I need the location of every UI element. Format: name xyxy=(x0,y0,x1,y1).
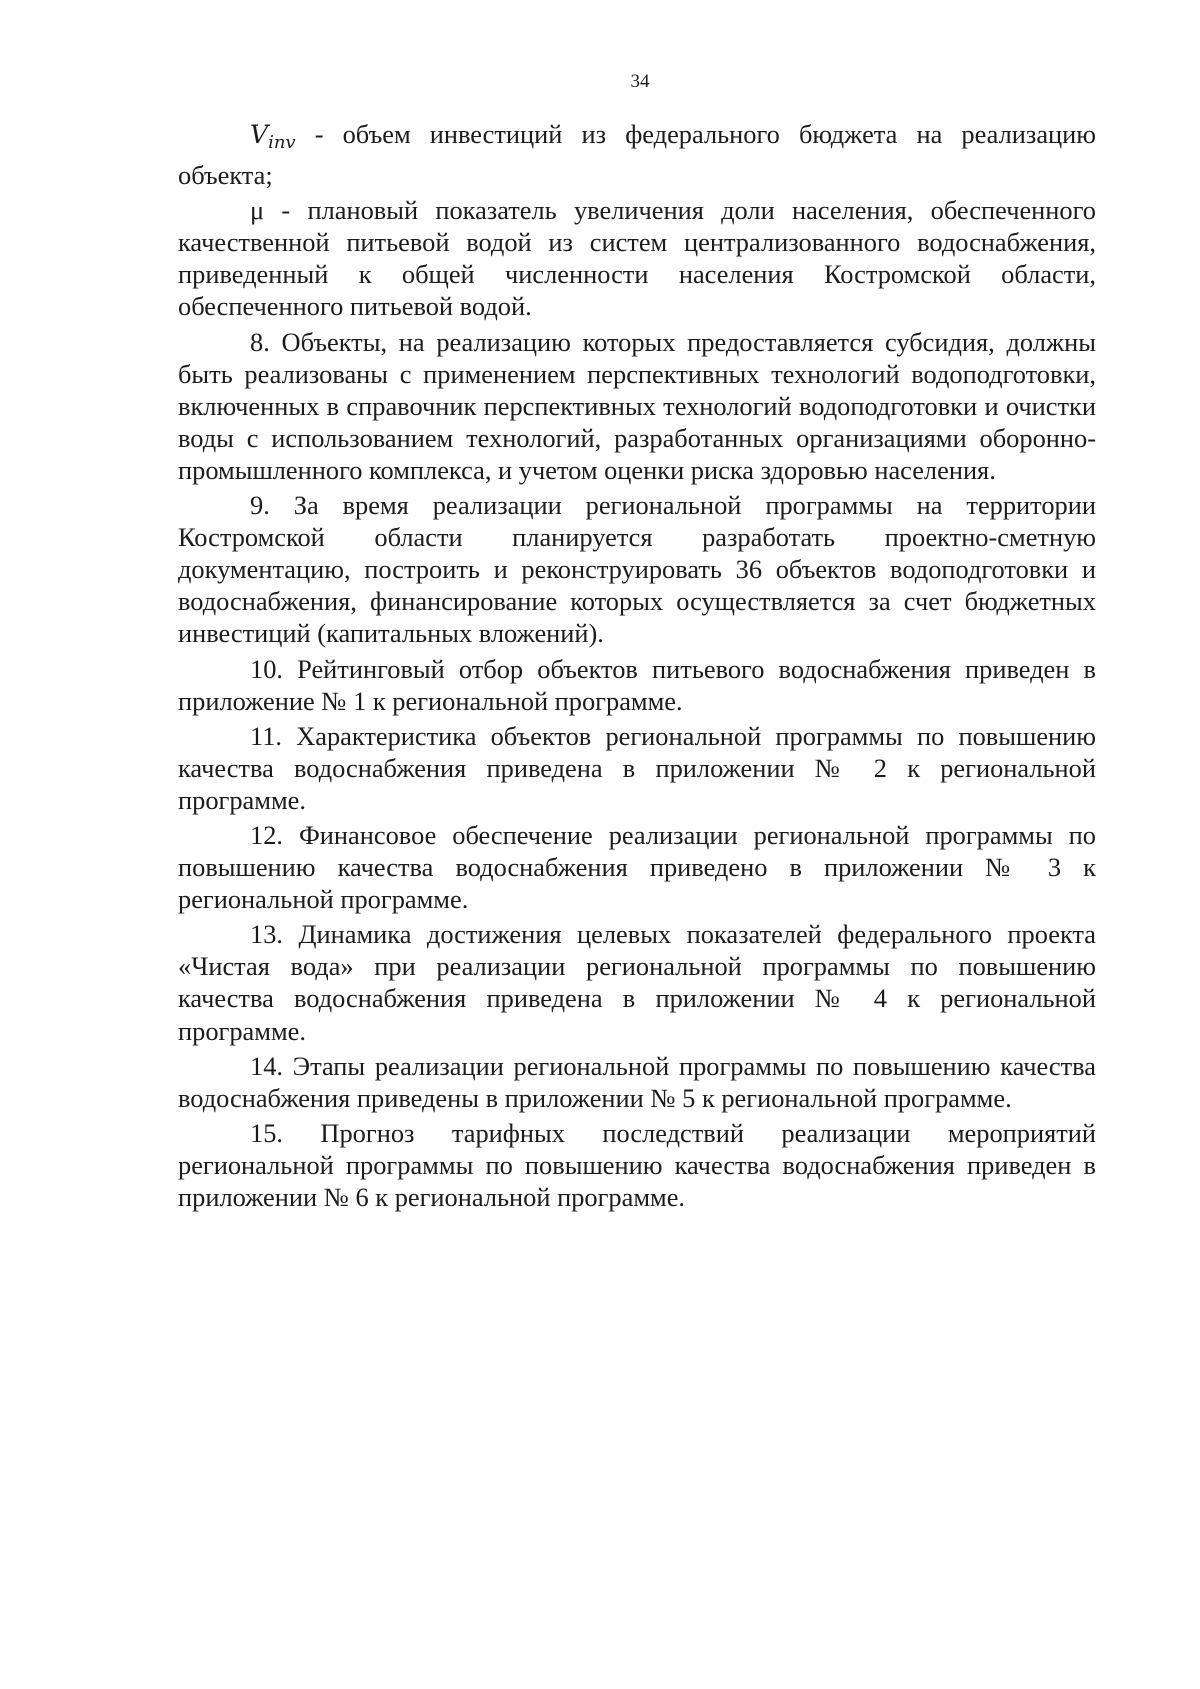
document-body xyxy=(178,118,1096,1213)
page-number: 34 xyxy=(630,71,650,92)
formula-variable-paragraph xyxy=(178,118,1096,191)
formula-variable-description: - объем инвестиций из федерального бюджета на реализацию объекта; xyxy=(178,119,1096,191)
formula-variable-subscript: inv xyxy=(268,132,296,153)
paragraph-item-10: 10. Рейтинговый отбор объектов питьевого водоснабжения приведен в приложение № 1 к региональной программе. xyxy=(178,653,1096,716)
paragraph-item-8: 8. Объекты, на реализацию которых предоставляется субсидия, должны быть реализованы с применением перспективных технологий водоподготовки, включенных в справочник перспективных технологий водоподготовки и очистки воды с использованием технологий, разработанных организациями оборонно-промышленного комплекса, и учетом оценки риска здоровью населения. xyxy=(178,326,1096,485)
formula-variable: V xyxy=(250,120,269,149)
paragraph-item-15: 15. Прогноз тарифных последствий реализации мероприятий региональной программы по повышению качества водоснабжения приведен в приложении № 6 к региональной программе. xyxy=(178,1117,1096,1212)
paragraph-item-11: 11. Характеристика объектов региональной программы по повышению качества водоснабжения приведена в приложении № 2 к региональной программе. xyxy=(178,720,1096,815)
paragraph-item-12: 12. Финансовое обеспечение реализации региональной программы по повышению качества водоснабжения приведено в приложении № 3 к региональной программе. xyxy=(178,819,1096,915)
paragraph-mu-definition: μ - плановый показатель увеличения доли населения, обеспеченного качественной питьевой водой из систем централизованного водоснабжения, приведенный к общей численности населения Костромской области, обеспеченного питьевой водой. xyxy=(178,195,1096,322)
paragraph-item-9: 9. За время реализации региональной программы на территории Костромской области планируется разработать проектно-сметную документацию, построить и реконструировать 36 объектов водоподготовки и водоснабжения, финансирование которых осуществляется за счет бюджетных инвестиций (капитальных вложений). xyxy=(178,490,1096,649)
paragraph-item-14: 14. Этапы реализации региональной программы по повышению качества водоснабжения приведены в приложении № 5 к региональной программе. xyxy=(178,1050,1096,1113)
paragraph-item-13: 13. Динамика достижения целевых показателей федерального проекта «Чистая вода» при реализации региональной программы по повышению качества водоснабжения приведена в приложении № 4 к региональной программе. xyxy=(178,919,1096,1046)
